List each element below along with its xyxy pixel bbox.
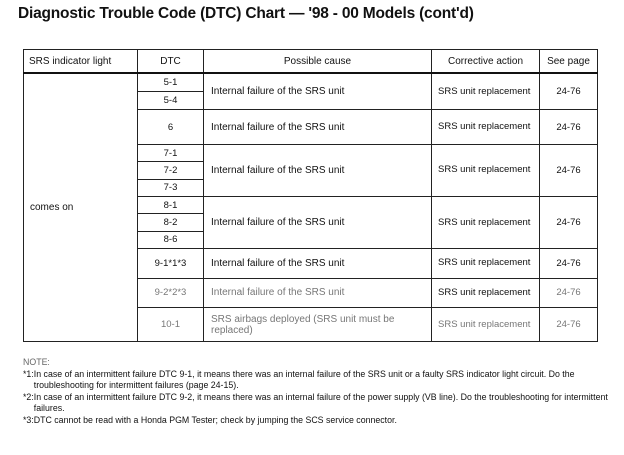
footnote	[23, 369, 613, 392]
footnote	[23, 415, 613, 427]
see-page: 24-76	[540, 73, 598, 110]
dtc-code: 9-1*1*3	[138, 249, 204, 279]
possible-cause: Internal failure of the SRS unit	[204, 73, 432, 110]
dtc-code: 10-1	[138, 308, 204, 342]
dtc-code: 7-1	[138, 144, 204, 161]
possible-cause: Internal failure of the SRS unit	[204, 278, 432, 308]
possible-cause: Internal failure of the SRS unit	[204, 144, 432, 196]
see-page: 24-76	[540, 249, 598, 279]
dtc-code: 5-4	[138, 91, 204, 109]
dtc-code: 8-6	[138, 231, 204, 248]
footnote-text: In case of an intermittent failure DTC 9-2, it means there was an internal failure of the power supply (VB line). Do the troubleshooting for intermittent failures.	[33, 391, 608, 413]
see-page: 24-76	[540, 144, 598, 196]
header-srs-indicator-light: SRS indicator light	[24, 50, 138, 74]
dtc-code: 7-3	[138, 179, 204, 196]
see-page: 24-76	[540, 110, 598, 145]
possible-cause: Internal failure of the SRS unit	[204, 249, 432, 279]
dtc-code: 7-2	[138, 162, 204, 179]
footnote-marker: *3:	[23, 414, 34, 425]
dtc-code: 6	[138, 110, 204, 145]
footnote	[23, 392, 613, 415]
see-page: 24-76	[540, 278, 598, 308]
corrective-action: SRS unit replacement	[432, 144, 540, 196]
dtc-code: 5-1	[138, 73, 204, 91]
table-header-row	[24, 50, 598, 74]
header-see-page: See page	[540, 50, 598, 74]
notes-label: NOTE:	[23, 357, 50, 367]
possible-cause: Internal failure of the SRS unit	[204, 196, 432, 248]
footnote-text: In case of an intermittent failure DTC 9-1, it means there was an internal failure of the SRS unit or a faulty SRS indicator light circuit. Do the troubleshooting for intermittent failures (page 24-15).	[33, 368, 575, 390]
table-row	[24, 73, 598, 91]
dtc-code: 8-1	[138, 196, 204, 213]
notes-section	[23, 357, 613, 426]
footnote-marker: *2:	[23, 391, 34, 402]
possible-cause: SRS airbags deployed (SRS unit must be replaced)	[204, 308, 432, 342]
corrective-action: SRS unit replacement	[432, 73, 540, 110]
indicator-state-cell: comes on	[24, 73, 138, 342]
dtc-code: 8-2	[138, 214, 204, 231]
corrective-action: SRS unit replacement	[432, 308, 540, 342]
corrective-action: SRS unit replacement	[432, 110, 540, 145]
possible-cause: Internal failure of the SRS unit	[204, 110, 432, 145]
footnote-text: DTC cannot be read with a Honda PGM Tester; check by jumping the SCS service connector.	[33, 414, 397, 425]
corrective-action: SRS unit replacement	[432, 278, 540, 308]
footnote-marker: *1:	[23, 368, 34, 379]
dtc-code: 9-2*2*3	[138, 278, 204, 308]
page-title: Diagnostic Trouble Code (DTC) Chart — '98 - 00 Models (cont'd)	[18, 5, 474, 22]
corrective-action: SRS unit replacement	[432, 196, 540, 248]
corrective-action: SRS unit replacement	[432, 249, 540, 279]
header-corrective-action: Corrective action	[432, 50, 540, 74]
dtc-chart-table	[23, 49, 598, 342]
see-page: 24-76	[540, 196, 598, 248]
see-page: 24-76	[540, 308, 598, 342]
header-possible-cause: Possible cause	[204, 50, 432, 74]
header-dtc: DTC	[138, 50, 204, 74]
